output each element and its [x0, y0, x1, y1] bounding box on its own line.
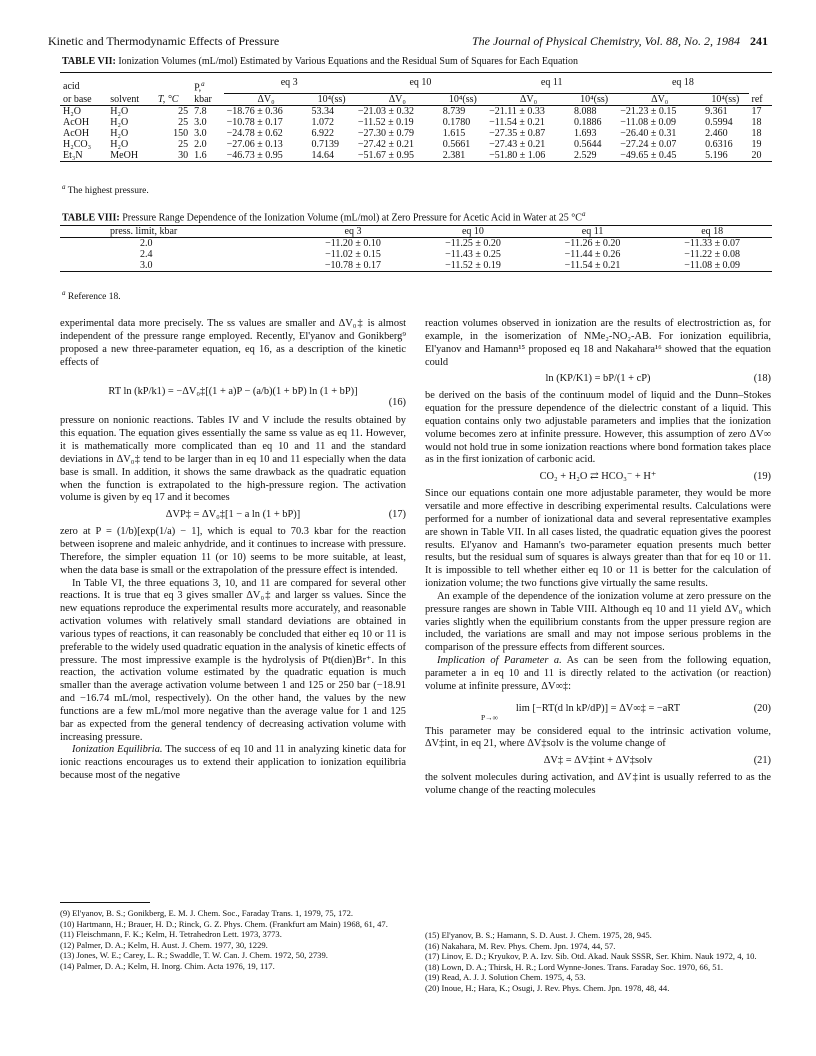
equation-16-number: (16): [388, 397, 406, 409]
t7-h-p: P,$^a$: [194, 80, 205, 94]
equation-16: [60, 373, 406, 411]
right-paragraph-6: This parameter may be considered equal to the intrinsic activation volume, ΔV‡int, in eq 21, where ΔV‡solv is the volume change of: [425, 725, 771, 750]
right-paragraph-3: Since our equations contain one more adjustable parameter, they would be more versatile and more effective in describing experimental results. Calculations were performed for a number of ionizational data and several representative examples are shown in Table VII. In all cases listed, the quadratic equation gives the poorest results. El'yanov and Hamann's two-parameter equation presents much better results, but the residual sum of squares is always greater than that for eq 10 or 11. It is impossible to tell whether either eq 10 or 11 is better for the calculation of ionization volume; the two functions give virtually the same results.: [425, 488, 771, 590]
left-paragraph-1: experimental data more precisely. The ss values are smaller and ΔV₀‡ is almost independent of the pressure range employed. Recently, El'yanov and Gonikberg⁹ proposed a new three-parameter equation, eq 16, as a description of the kinetic effects of: [60, 318, 406, 368]
right-paragraph-7: the solvent molecules during activation, and ΔV‡int is usually referred to as the volume change of the reacting molecules: [425, 772, 771, 796]
t7-h-dv11: ΔV₀: [519, 93, 538, 105]
equation-20: [425, 698, 771, 722]
t7-h-solvent: solvent: [110, 93, 140, 105]
left-paragraph-4: In Table VI, the three equations 3, 10, and 11 are compared for several other reactions. It is true that eq 3 gives smaller ΔV₀‡ and larger ss values. Since the new equations reproduce the experimental results more accurately, and reasonable activation volumes with relatively small standard deviations are obtained in various types of reactions, it can reasonably be concluded that either eq 10 or 11 is preferable to the widely used quadratic equation in the analysis of kinetic effects of pressure. The most impressive example is the hydrolysis of Pt(dien)Br⁺. In this reaction, the activation volume estimated by the quadratic equation is much smaller than the average activation volume between 1 and 125 or 250 bar (−18.91 and −16.74 mL/mol, respectively). On the other hand, the values by the new functions are a few mL/mol more negative than the average value for 1 and 125 bar as expected from the general tendency of decreasing activation volume with increasing pressure.: [60, 577, 406, 743]
footnote: (20) Inoue, H.; Hara, K.; Osugi, J. Rev. Phys. Chem. Jpn. 1978, 48, 44.: [425, 982, 670, 993]
equation-19-number: (19): [753, 471, 771, 483]
table7: [60, 72, 772, 162]
t7-h-dv3: ΔV₀: [257, 93, 275, 105]
table7-footnote: $^a$ The highest pressure.: [62, 183, 149, 197]
footnote: (14) Palmer, D. A.; Kelm, H. Inorg. Chim. Acta 1976, 19, 117.: [60, 960, 275, 971]
equation-18-number: (18): [753, 373, 771, 385]
t8-h-eq10: eq 10: [461, 226, 484, 237]
right-paragraph-5: Implication of Parameter a. As can be seen from the following equation, parameter a in eq 10 and 11 is directly related to the activation (or reaction) volume at infinite pressure, ΔV∞‡:: [425, 655, 771, 692]
footnote: (10) Hartmann, H.; Brauer, H. D.; Rinck, G. Z. Phys. Chem. (Frankfurt am Main) 1968, 61, 47.: [60, 918, 388, 929]
t7-h-eq11: eq 11: [486, 73, 617, 94]
t7-h-dv18: ΔV₀: [651, 93, 669, 105]
table-row: H₂O H₂O 25 7.8 −18.76 ± 0.36 53.34 −21.03 ± 0.32 8.739 −21.11 ± 0.33 8.088 −21.23 ± 0.15 9.361 17: [63, 105, 762, 117]
footnote-divider: [60, 902, 150, 903]
footnotes-left: [60, 908, 406, 971]
table8-caption: TABLE VIII: Pressure Range Dependence of the Ionization Volume (mL/mol) at Zero Pressure for Acetic Acid in Water at 25 $^\circ C^a$: [62, 210, 586, 224]
equation-21-expr: ΔV‡ = ΔV‡int + ΔV‡solv: [543, 755, 653, 767]
right-paragraph-2: be derived on the basis of the continuum model of liquid and the Dunn–Stokes equation for the pressure dependence of the dielectric constant of a liquid. This equation contains only two adjustable parameters and implies that the ionization volume becomes zero at infinite pressure. However, this assumption of zero ΔV∞ would not hold true in some ionization reactions where bond formation takes place as in the first ionization of carbonic acid.: [425, 390, 771, 466]
t7-h-orbase: or base: [63, 93, 92, 105]
equation-19: [425, 471, 771, 484]
t8-h-eq11: eq 11: [581, 226, 604, 237]
equation-21-number: (21): [753, 755, 771, 767]
equation-18: [425, 373, 771, 386]
table-row: 2.0 −11.20 ± 0.10 −11.25 ± 0.20 −11.26 ± 0.20 −11.33 ± 0.07: [140, 238, 741, 249]
t7-h-eq3: eq 3: [224, 73, 355, 94]
table-row: AcOH H₂O 25 3.0 −10.78 ± 0.17 1.072 −11.52 ± 0.19 0.1780 −11.54 ± 0.21 0.1886 −11.08 ± 0.09 0.5994 18: [63, 116, 762, 128]
equation-20-expr: lim [−RT(d ln kP/dP)] = ΔV∞‡ = −aRT: [515, 703, 681, 715]
table-row: 3.0 −10.78 ± 0.17 −11.52 ± 0.19 −11.54 ± 0.21 −11.08 ± 0.09: [60, 260, 772, 272]
footnote: (11) Fleischmann, F. K.; Kelm, H. Tetrahedron Lett. 1973, 3773.: [60, 929, 282, 939]
table-row: H₂CO₃ H₂O 25 2.0 −27.06 ± 0.13 0.7139 −27.42 ± 0.21 0.5661 −27.43 ± 0.21 0.5644 −27.24 ± 0.07 0.6316 19: [63, 138, 762, 150]
equation-21: [425, 755, 771, 768]
equation-17-number: (17): [388, 509, 406, 521]
footnote: (9) El'yanov, B. S.; Gonikberg, E. M. J. Chem. Soc., Faraday Trans. 1, 1979, 75, 172.: [60, 908, 354, 918]
table8: [60, 225, 772, 272]
equation-17-expr: ΔVP‡ = ΔV₀‡[1 − a ln (1 + bP)]: [165, 509, 301, 521]
equation-18-expr: ln (KP/K1) = bP/(1 + cP): [545, 373, 651, 385]
table7-caption: TABLE VII: Ionization Volumes (mL/mol) Estimated by Various Equations and the Residual Sum of Squares for Each Equation: [62, 56, 578, 67]
equation-19-expr: CO₂ + H₂O ⇄ HCO₃⁻ + H⁺: [539, 471, 657, 483]
t8-h-press: press. limit, kbar: [110, 226, 178, 237]
footnote: (18) Lown, D. A.; Thirsk, H. R.; Lord Wynne-Jones. Trans. Faraday Soc. 1970, 66, 51.: [425, 961, 724, 972]
table-row: AcOH H₂O 150 3.0 −24.78 ± 0.62 6.922 −27.30 ± 0.79 1.615 −27.35 ± 0.87 1.693 −26.40 ± 0.31 2.460 18: [63, 127, 762, 139]
t7-h-ss18: 10⁴(ss): [711, 93, 740, 105]
equation-20-limit: P→∞: [481, 712, 499, 722]
t7-h-eq18: eq 18: [617, 73, 748, 94]
t8-h-eq3: eq 3: [344, 226, 362, 237]
section-heading-ionization: Ionization Equilibria.: [72, 744, 163, 756]
right-paragraph-1: reaction volumes observed in ionization are the results of electrostriction as, for example, in the isomerization of NMe₂-NO₂-AB. For ionization equilibria, El'yanov and Hamann¹⁵ proposed eq 18 and Nakahara¹⁶ showed that the equation could: [425, 318, 771, 368]
t7-h-ss3: 10⁴(ss): [317, 93, 346, 105]
footnote: (13) Jones, W. E.; Carey, L. R.; Swaddle, T. W. Can. J. Chem. 1972, 50, 2739.: [60, 950, 328, 960]
running-head-journal: The Journal of Physical Chemistry, Vol. 88, No. 2, 1984 241: [472, 34, 768, 48]
t7-h-eq10: eq 10: [355, 73, 486, 94]
right-paragraph-4: An example of the dependence of the ionization volume at zero pressure on the pressure ranges are shown in Table VIII. Although eq 10 and 11 yield ΔV₀ which varies slightly when the equilibrium constants from the upper pressure region are included, the variations are small and may not impose serious problems in the comparison of the pressure effects from different sources.: [425, 590, 771, 654]
equation-20-number: (20): [753, 703, 771, 715]
t7-h-t: T, °C: [157, 93, 179, 105]
footnote: (17) Linov, E. D.; Kryukov, P. A. Izv. Sib. Otd. Akad. Nauk SSSR, Ser. Khim. Nauk 1972, 4, 10.: [425, 951, 757, 961]
footnote: (15) El'yanov, B. S.; Hamann, S. D. Aust. J. Chem. 1975, 28, 945.: [425, 930, 652, 940]
equation-16-expr: RT ln (kP/k1) = −ΔV₀‡[(1 + a)P − (a/b)(1 + bP) ln (1 + bP)]: [108, 385, 358, 397]
left-paragraph-3: zero at P = (1/b)[exp(1/a) − 1], which is equal to 70.3 kbar for the reaction between isoprene and maleic anhydride, and it continues to increase with pressure. Therefore, the simpler equation 11 (or 10) seems to be more suitable, at least, when the data base is small or the extrapolation of the pressure effect is intended.: [60, 526, 406, 576]
left-paragraph-5: Ionization Equilibria. The success of eq 10 and 11 in analyzing kinetic data for ionic reactions encourages us to extend their application to ionization equilibria because most of the negative: [60, 744, 406, 782]
t7-h-ref: ref: [751, 93, 763, 105]
table8-footnote: $^a$ Reference 18.: [62, 289, 121, 303]
t7-h-ss10: 10⁴(ss): [448, 93, 477, 105]
equation-17: [60, 509, 406, 522]
t7-h-kbar: kbar: [194, 93, 212, 105]
running-head: [48, 34, 768, 50]
left-column: [60, 318, 406, 783]
t8-h-eq18: eq 18: [701, 226, 724, 237]
footnote: (19) Read, A. J. J. Solution Chem. 1975, 4, 53.: [425, 972, 586, 982]
footnote: (16) Nakahara, M. Rev. Phys. Chem. Jpn. 1974, 44, 57.: [425, 940, 616, 951]
running-head-title: Kinetic and Thermodynamic Effects of Pressure: [48, 34, 280, 48]
left-paragraph-2: pressure on nonionic reactions. Tables IV and V include the results obtained by this equation. The equation gives essentially the same ss value as eq 11. However, it is mathematically more complicated than eq 10 and 11 and the standard deviations in ΔV₀‡ tend to be larger than in eq 10 and 11 especially when the data base is small. In addition, it shows the same drawback as the quadratic equation when the function is extrapolated to the high-pressure region. The activation volume is given by eq 17 and it becomes: [60, 415, 406, 504]
page-number: 241: [750, 34, 768, 48]
right-column: [425, 318, 771, 798]
table-row: 2.4 −11.02 ± 0.15 −11.43 ± 0.25 −11.44 ± 0.26 −11.22 ± 0.08: [140, 249, 741, 260]
footnotes-right: [425, 930, 771, 993]
t7-h-dv10: ΔV₀: [388, 93, 406, 105]
t7-h-acid: acid: [63, 80, 80, 92]
section-heading-parameter-a: Implication of Parameter a.: [437, 655, 562, 667]
table-row: Et₃N MeOH 30 1.6 −46.73 ± 0.95 14.64 −51.67 ± 0.95 2.381 −51.80 ± 1.06 2.529 −49.65 ± 0.45 5.196 20: [60, 150, 772, 162]
t7-h-ss11: 10⁴(ss): [580, 93, 609, 105]
footnote: (12) Palmer, D. A.; Kelm, H. Aust. J. Chem. 1977, 30, 1229.: [60, 939, 268, 950]
